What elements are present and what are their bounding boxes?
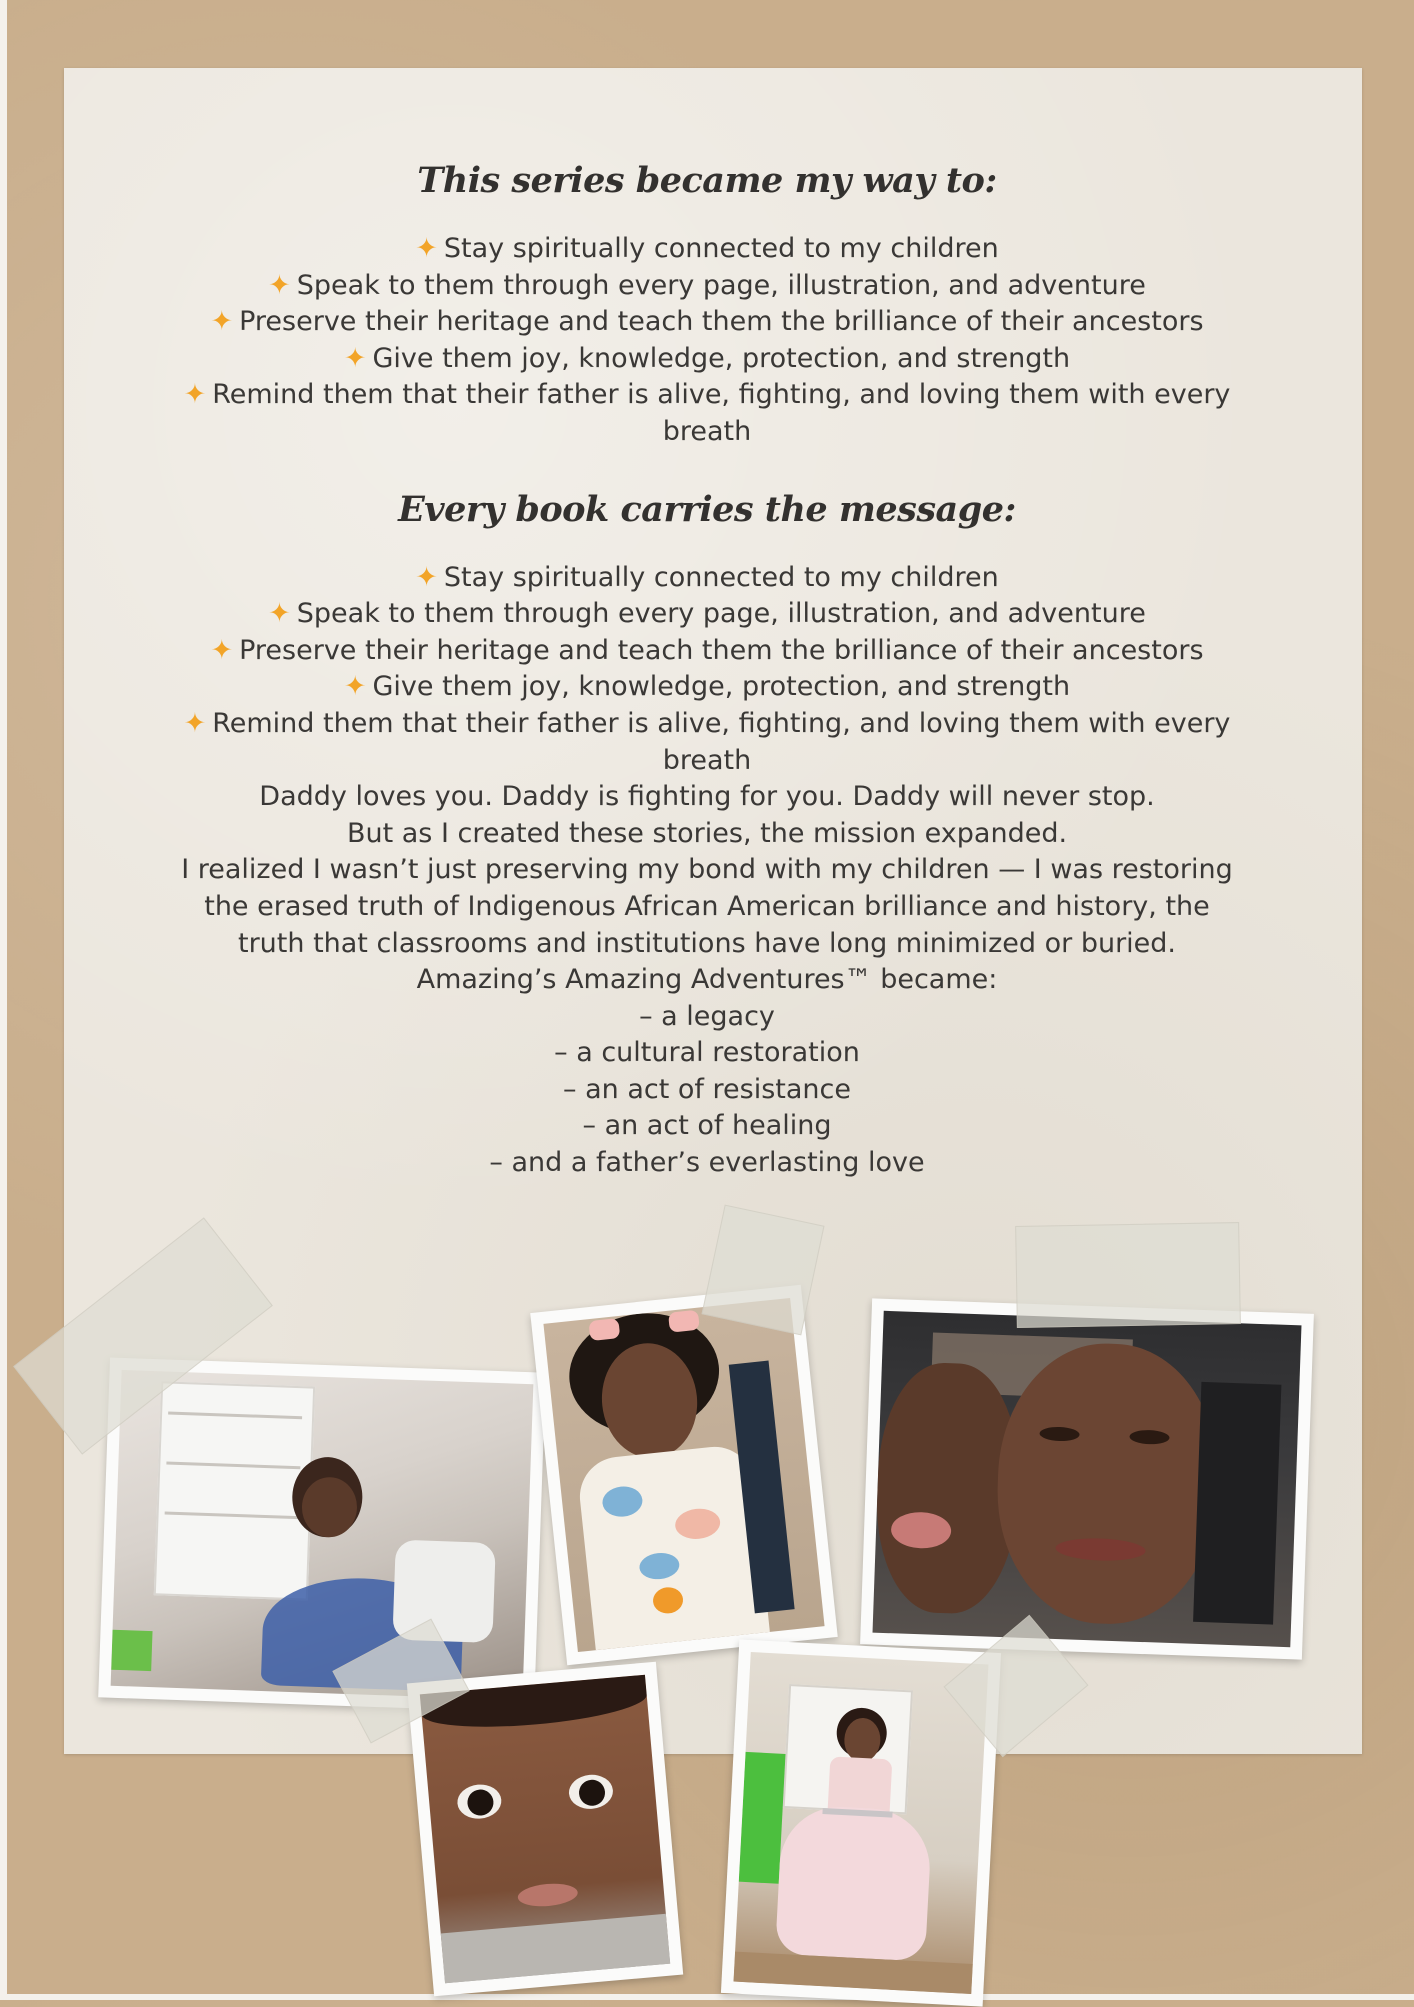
closing-paragraph — [160, 779, 1254, 1182]
list-item: ✦ Stay spiritually connected to my children — [415, 561, 999, 593]
closing-line: But as I created these stories, the mission expanded. — [346, 817, 1068, 849]
closing-line: – and a father’s everlasting love — [489, 1147, 925, 1179]
closing-line: Daddy loves you. Daddy is fighting for you. Daddy will never stop. — [259, 781, 1155, 813]
section1-list — [160, 231, 1254, 451]
sparkle-icon: ✦ — [343, 342, 367, 374]
list-item: ✦ Remind them that their father is alive, fighting, and loving them with every breath — [183, 379, 1231, 447]
section2-list — [160, 560, 1254, 780]
closing-line: Amazing’s Amazing Adventures™ became: — [416, 964, 998, 996]
sparkle-icon: ✦ — [183, 379, 207, 411]
photo-girl-pink-bow — [530, 1285, 838, 1665]
sparkle-icon: ✦ — [415, 561, 438, 593]
page-edge-left — [0, 0, 7, 2000]
closing-line: I realized I wasn’t just preserving my bond with my children — I was restoring — [181, 854, 1233, 886]
closing-line: – an act of resistance — [563, 1073, 851, 1105]
photo-girl-blue-dress — [98, 1357, 546, 1712]
sparkle-icon: ✦ — [183, 707, 207, 739]
sparkle-icon: ✦ — [210, 306, 234, 338]
list-item: ✦ Speak to them through every page, illustration, and adventure — [268, 269, 1146, 301]
photo-baby-face — [407, 1662, 683, 1997]
closing-line: truth that classrooms and institutions have long minimized or buried. — [237, 927, 1177, 959]
list-item: ✦ Speak to them through every page, illustration, and adventure — [268, 598, 1146, 630]
photo-father-and-daughter — [860, 1298, 1314, 1659]
sparkle-icon: ✦ — [210, 634, 234, 666]
sparkle-icon: ✦ — [268, 269, 291, 301]
closing-line: – an act of healing — [582, 1110, 832, 1142]
list-item: ✦ Give them joy, knowledge, protection, and strength — [343, 342, 1071, 374]
closing-line: – a cultural restoration — [554, 1037, 860, 1069]
list-item: ✦ Preserve their heritage and teach them the brilliance of their ancestors — [210, 306, 1204, 338]
list-item: ✦ Preserve their heritage and teach them the brilliance of their ancestors — [210, 634, 1204, 666]
list-item: ✦ Stay spiritually connected to my children — [415, 233, 999, 264]
closing-line: – a legacy — [639, 1000, 775, 1032]
tape-strip — [1015, 1222, 1241, 1328]
list-item: ✦ Give them joy, knowledge, protection, and strength — [343, 671, 1071, 703]
page-edge-bottom — [0, 1994, 1414, 2000]
closing-line: the erased truth of Indigenous African American brilliance and history, the — [204, 890, 1210, 922]
sparkle-icon: ✦ — [343, 671, 367, 703]
section2-heading: Every book carries the message: — [398, 488, 1016, 530]
sparkle-icon: ✦ — [268, 598, 291, 630]
text-content — [160, 160, 1254, 1182]
section1-heading: This series became my way to: — [417, 160, 997, 201]
list-item: ✦ Remind them that their father is alive, fighting, and loving them with every breath — [183, 707, 1231, 776]
sparkle-icon: ✦ — [415, 233, 438, 264]
